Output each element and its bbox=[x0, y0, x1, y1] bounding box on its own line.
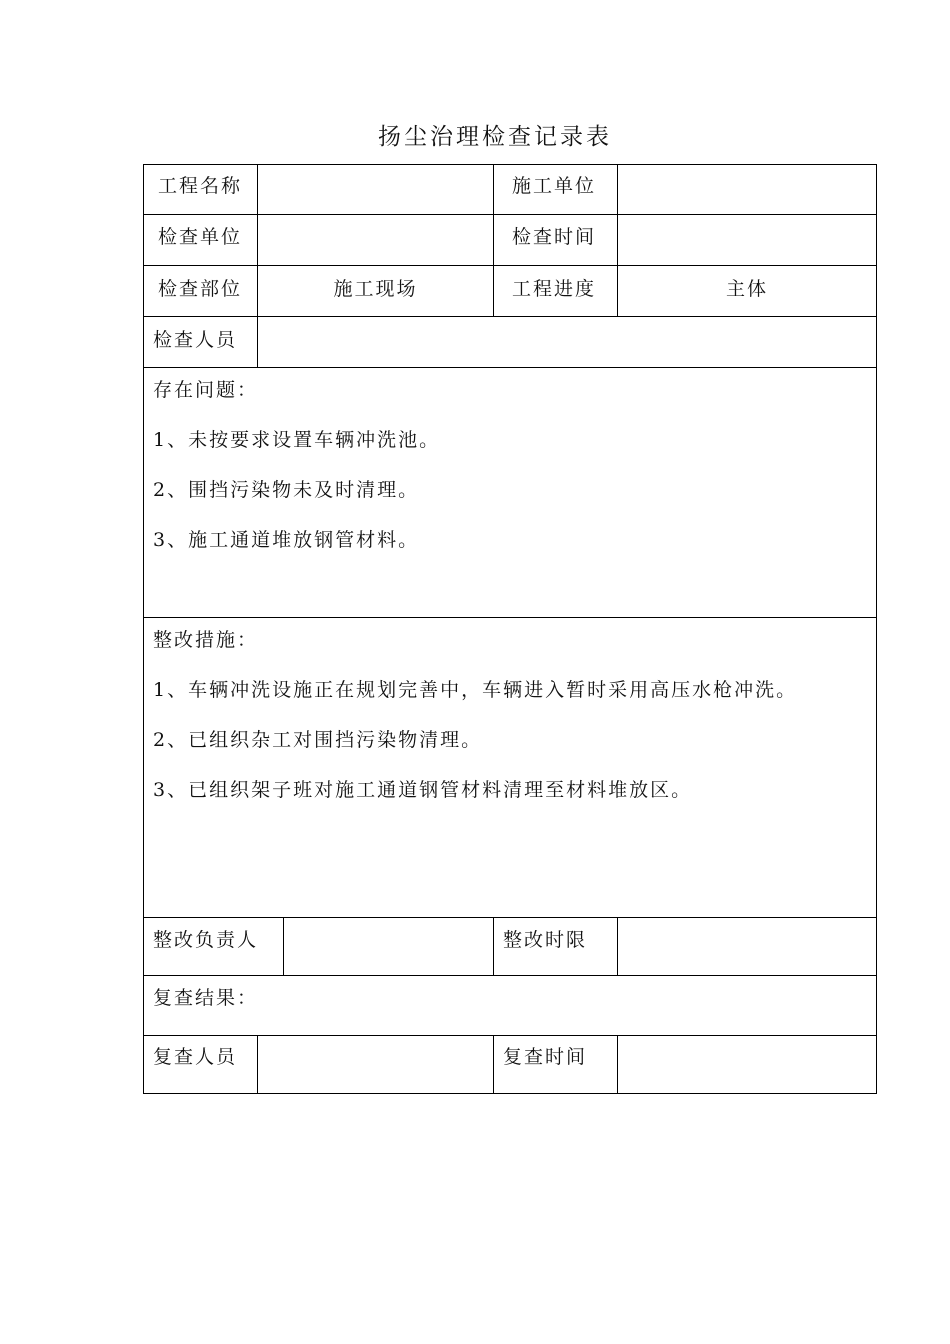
inspection-unit-label: 检查单位 bbox=[158, 226, 243, 248]
deadline-label: 整改时限 bbox=[503, 929, 588, 951]
column-divider bbox=[493, 1035, 494, 1094]
row-divider bbox=[143, 265, 877, 266]
column-divider bbox=[617, 1035, 618, 1094]
column-divider bbox=[493, 917, 494, 975]
responsible-label: 整改负责人 bbox=[153, 929, 259, 951]
row-divider bbox=[143, 975, 877, 976]
column-divider bbox=[283, 917, 284, 975]
problem-item: 1、未按要求设置车辆冲洗池。 bbox=[153, 429, 441, 451]
page-title: 扬尘治理检查记录表 bbox=[378, 124, 612, 150]
column-divider bbox=[257, 1035, 258, 1094]
inspection-time-label: 检查时间 bbox=[512, 226, 597, 248]
progress-label: 工程进度 bbox=[512, 278, 597, 300]
construction-unit-label: 施工单位 bbox=[512, 175, 597, 197]
measure-item: 3、已组织架子班对施工通道钢管材料清理至材料堆放区。 bbox=[153, 779, 693, 801]
column-divider bbox=[493, 164, 494, 316]
row-divider bbox=[143, 214, 877, 215]
progress-value: 主体 bbox=[725, 278, 768, 300]
inspection-area-label: 检查部位 bbox=[158, 278, 243, 300]
row-divider bbox=[143, 1035, 877, 1036]
measure-item: 1、车辆冲洗设施正在规划完善中，车辆进入暂时采用高压水枪冲洗。 bbox=[153, 679, 798, 701]
inspectors-label: 检查人员 bbox=[153, 329, 238, 351]
problems-heading: 存在问题： bbox=[153, 379, 259, 401]
recheck-inspector-label: 复查人员 bbox=[153, 1046, 238, 1068]
row-divider bbox=[143, 367, 877, 368]
problem-item: 3、施工通道堆放钢管材料。 bbox=[153, 529, 420, 551]
row-divider bbox=[143, 617, 877, 618]
inspection-area-value: 施工现场 bbox=[333, 278, 418, 300]
problem-item: 2、围挡污染物未及时清理。 bbox=[153, 479, 420, 501]
recheck-time-label: 复查时间 bbox=[503, 1046, 588, 1068]
measure-item: 2、已组织杂工对围挡污染物清理。 bbox=[153, 729, 483, 751]
recheck-result-label: 复查结果： bbox=[153, 987, 259, 1009]
column-divider bbox=[257, 164, 258, 367]
project-name-label: 工程名称 bbox=[158, 175, 243, 197]
row-divider bbox=[143, 316, 877, 317]
measures-heading: 整改措施： bbox=[153, 629, 259, 651]
row-divider bbox=[143, 917, 877, 918]
column-divider bbox=[617, 917, 618, 975]
